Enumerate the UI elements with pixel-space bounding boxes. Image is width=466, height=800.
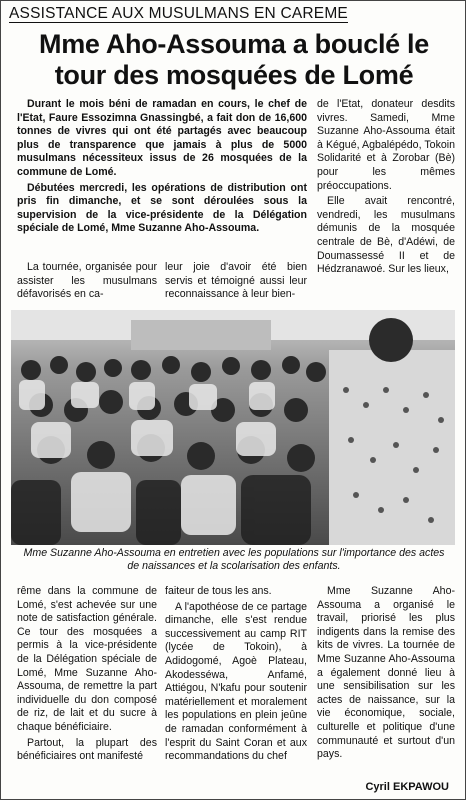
right-top-column (317, 98, 455, 277)
right-paragraph-1: de l'Etat, donateur desdits vivres. Samedi, Mme Suzanne Aho-Assouma était à Kégué, Agbalépédo, Tokoin Solidarité et à Zorobar (Bè) pour les mêmes préoccupations. (317, 98, 455, 192)
photo-caption: Mme Suzanne Aho-Assouma en entretien avec les populations sur l'importance des actes de naissances et la scolarisation des enfants. (23, 547, 445, 572)
mid-left-paragraph: La tournée, organisée pour assister les musulmans défavorisés en ca- (17, 261, 157, 301)
headline-line-2: tour des mosquées de Lomé (54, 60, 414, 90)
bottom-left-paragraph-2: Partout, la plupart des bénéficiaires ont manifesté (17, 736, 157, 763)
author-signature: Cyril EKPAWOU (365, 781, 449, 793)
bottom-middle-paragraph-2: A l'apothéose de ce partage dimanche, elle s'est rendue successivement au camp RIT (lycée de Tokoin), à Adidogomé, Agoè Plateau, Akodesséwa, Anfamé, Attiégou, N'kafu pour soutenir matériellement et moralement les populations en plein jeûne de ramadan conformément à l'esprit du Saint Coran et aux recommandations du chef (165, 600, 307, 763)
mid-middle-column (165, 261, 307, 302)
lead-column (17, 98, 307, 236)
lead-paragraph-2: Débutées mercredi, les opérations de distribution ont pris fin dimanche, et se sont déroulées sous la supervision de la vice-présidente de la Délégation spéciale de Lomé, Mme Suzanne Aho-Assouma. (17, 181, 307, 235)
bottom-middle-paragraph-1: faiteur de tous les ans. (165, 585, 272, 597)
bottom-left-paragraph-1: rême dans la commune de Lomé, s'est achevée sur une note de satisfaction générale. Ce tour des mosquées a permis à la vice-présidente de la Délégation spéciale de Lomé, Mme Suzanne Aho-Assouma, de remettre la part individuelle du don composé de riz, de lait et du sucre à chaque bénéficiaire. (17, 585, 157, 733)
right-paragraph-2: Elle avait rencontré, vendredi, les musulmans démunis de la mosquée centrale de Bè, d'Adéwi, de Doumassessé II et de Hédzranawoé. Sur les lieux, (317, 195, 455, 276)
headline-line-1: Mme Aho-Assouma a bouclé le (39, 29, 429, 59)
bottom-right-column (317, 585, 455, 762)
bottom-right-paragraph-1: Mme Suzanne Aho-Assouma a organisé le travail, priorisé les plus indigents dans la remise des kits de vivres. La tournée de Mme Suzanne Aho-Assouma a également donné lieu à une sensibilisation sur les actes de naissance, sur la vie économique, sociale, culturelle et politique d'une communauté et surtout d'un pays. (317, 585, 455, 761)
mid-middle-paragraph: leur joie d'avoir été bien servis et témoigné aussi leur reconnaissance à leur bien- (165, 261, 307, 301)
mid-left-column (17, 261, 157, 302)
bottom-middle-column (165, 585, 307, 764)
lead-paragraph-1: Durant le mois béni de ramadan en cours, le chef de l'Etat, Faure Essozimna Gnassingbé, a fait don de 16,600 tonnes de vivres qui ont été partagés avec beaucoup plus de transparence que jamais à plus de 5000 musulmans nécessiteux issus de 26 mosquées de la commune de Lomé. (17, 98, 307, 178)
crowd-photo-image (11, 310, 455, 545)
section-rubric: ASSISTANCE AUX MUSULMANS EN CAREME (9, 5, 348, 22)
bottom-left-column (17, 585, 157, 764)
news-photo (11, 310, 455, 545)
